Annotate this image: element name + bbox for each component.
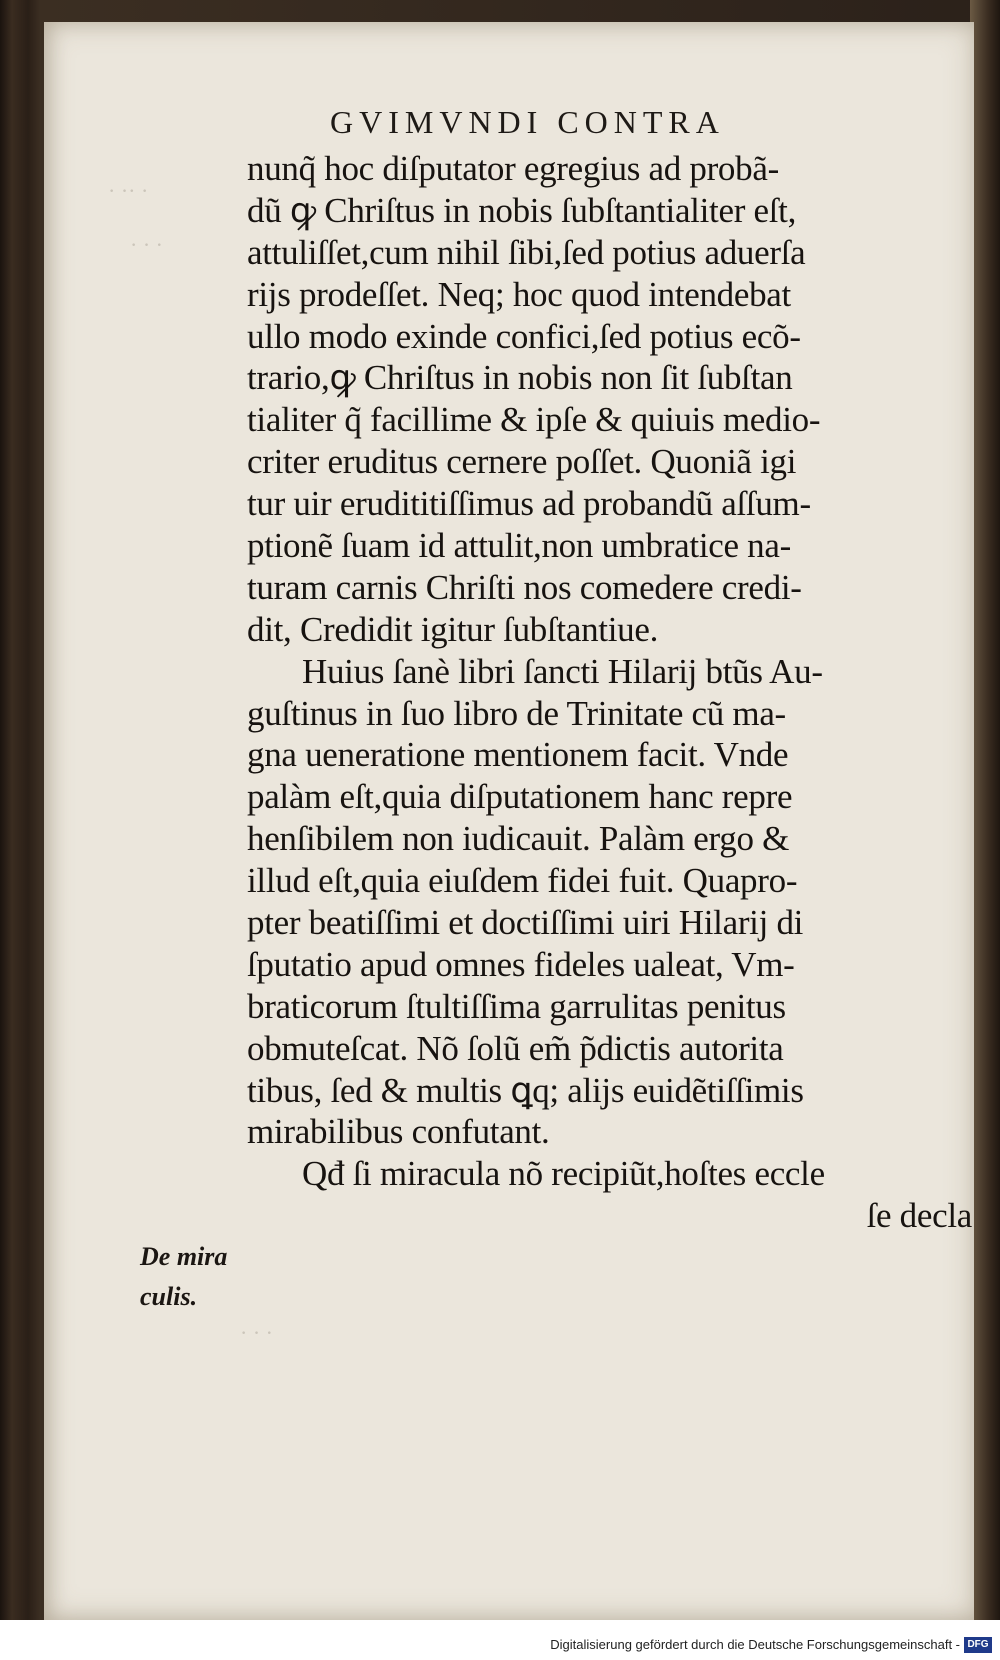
text-line: obmuteſcat. Nõ ſolũ em̃ p̃dictis autorita	[247, 1028, 784, 1068]
paragraph-start-line: Huius ſanè libri ſancti Hilarij btũs Au-	[302, 651, 823, 691]
marginal-note	[140, 1237, 227, 1317]
text-line: pter beatiſſimi et doctiſſimi uiri Hilarij di	[247, 903, 804, 943]
text-line: henſibilem non iudicauit. Palàm ergo &	[247, 819, 790, 859]
dfg-logo: DFG	[964, 1637, 992, 1653]
digitization-credit: Digitalisierung gefördert durch die Deutsche Forschungsgemeinschaft -	[550, 1637, 960, 1652]
text-line: nunq̃ hoc diſputator egregius ad probã-	[247, 149, 779, 188]
text-line: illud eſt,quia eiuſdem fidei fuit. Quapro-	[247, 861, 798, 901]
text-line: ptionẽ ſuam id attulit,non umbratice na-	[247, 526, 791, 566]
text-line: tibus, ſed & multis ꝗq; alijs euidẽtiſſimis	[247, 1070, 804, 1110]
text-line: attuliſſet,cum nihil ſibi,ſed potius aduerſa	[247, 232, 806, 272]
text-line: palàm eſt,quia diſputationem hanc repre	[247, 777, 793, 817]
footer-bar	[0, 1620, 1000, 1660]
bleed-through-mark: · · ·	[240, 1320, 273, 1345]
body-text	[247, 148, 972, 1237]
text-line: tialiter q̃ facillime & ipſe & quiuis medio-	[247, 400, 821, 440]
text-line: rijs prodeſſet. Neq; hoc quod intendebat	[247, 274, 791, 314]
text-line: braticorum ſtultiſſima garrulitas penitus	[247, 986, 786, 1026]
text-line: tur uir erudititiſſimus ad probandũ aſſum-	[247, 484, 811, 524]
bleed-through-mark: · · ·	[130, 232, 163, 257]
marginal-note-line: De mira	[140, 1242, 228, 1271]
book-edge	[970, 0, 1000, 1620]
text-line: trario,ꝙ Chriſtus in nobis non ſit ſubſtan	[247, 358, 793, 398]
text-line: dit, Credidit igitur ſubſtantiue.	[247, 609, 659, 649]
bleed-through-mark: · ·· ·	[108, 178, 149, 203]
text-line: ullo modo exinde confici,ſed potius ecõ-	[247, 316, 801, 356]
text-line: guſtinus in ſuo libro de Trinitate cũ ma-	[247, 693, 786, 733]
catchword-line: ſe decla	[866, 1196, 972, 1236]
paragraph-start-line: Qđ ſi miracula nõ recipiũt,hoſtes eccle	[302, 1154, 825, 1194]
text-line: gna ueneratione mentionem facit. Vnde	[247, 735, 789, 775]
text-line: criter eruditus cernere poſſet. Quoniã igi	[247, 442, 797, 482]
marginal-note-line: culis.	[140, 1282, 198, 1311]
text-line: turam carnis Chriſti nos comedere credi-	[247, 567, 802, 607]
text-line: ſputatio apud omnes fideles ualeat, Vm-	[247, 944, 795, 984]
running-head: GVIMVNDI CONTRA	[330, 104, 725, 140]
text-line: mirabilibus confutant.	[247, 1112, 550, 1152]
text-line: dũ ꝙ Chriſtus in nobis ſubſtantialiter eſt,	[247, 190, 797, 230]
